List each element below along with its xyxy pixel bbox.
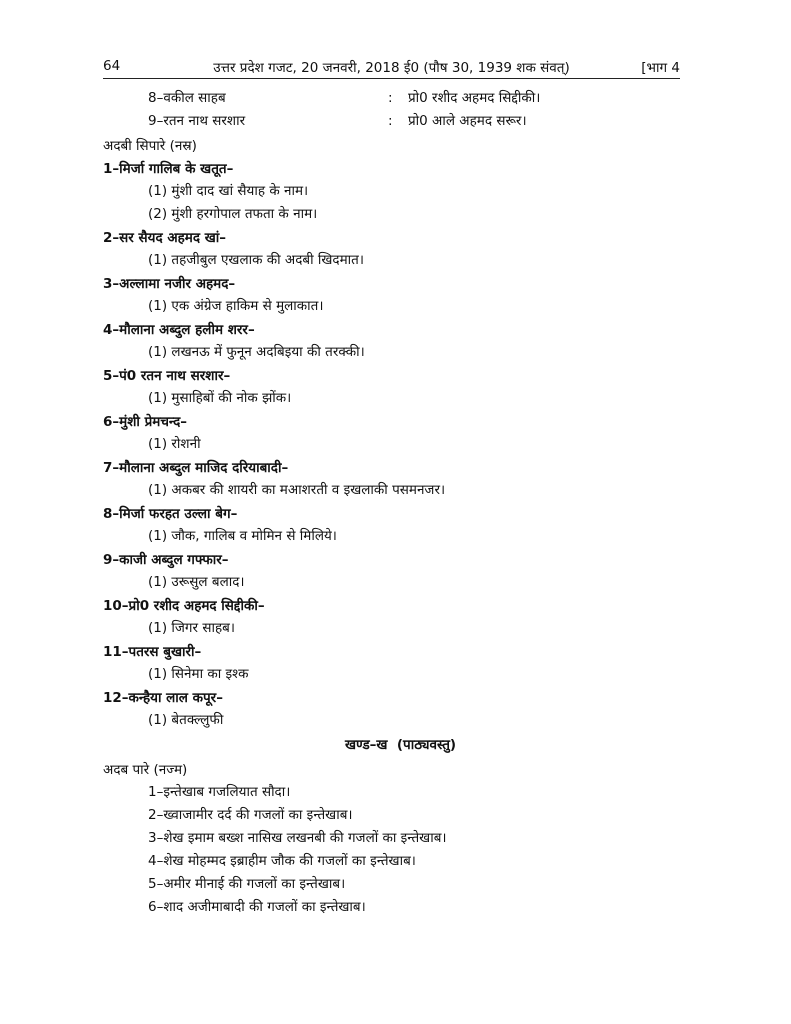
author-heading: 4–मौलाना अब्दुल हलीम शरर– [103,322,255,338]
page-number: 64 [103,58,121,74]
author-heading: 5–पं0 रतन नाथ सरशार– [103,368,231,384]
author-heading: 6–मुंशी प्रेमचन्द– [103,414,188,430]
part-label: [भाग 4 [641,60,680,76]
poetry-item: 1–इन्तेखाब गजलियात सौदा। [148,784,291,800]
author-heading: 12–कन्हैया लाल कपूर– [103,690,223,706]
author-heading: 3–अल्लामा नजीर अहमद– [103,276,236,292]
section-prose-title: अदबी सिपारे (नस्र) [103,138,197,154]
page-header [103,58,680,78]
top-row-sep: : [388,113,393,129]
top-row-right: प्रो0 आले अहमद सरूर। [408,113,527,129]
author-heading: 9–काजी अब्दुल गफ्फार– [103,552,229,568]
section-b-heading: खण्ड–ख (पाठ्यवस्तु) [345,737,457,753]
poetry-item: 4–शेख मोहम्मद इब्राहीम जौक की गजलों का इन्तेखाब। [148,853,416,869]
work-item: (1) लखनऊ में फुनून अदबिइया की तरक्की। [148,344,365,360]
poetry-item: 5–अमीर मीनाई की गजलों का इन्तेखाब। [148,876,346,892]
header-rule [103,78,680,79]
work-item: (1) बेतक्ल्लुफी [148,712,224,728]
author-heading: 10–प्रो0 रशीद अहमद सिद्दीकी– [103,598,265,614]
author-heading: 11–पतरस बुखारी– [103,644,202,660]
work-item: (1) तहजीबुल एखलाक की अदबी खिदमात। [148,252,364,268]
gazette-title: उत्तर प्रदेश गजट, 20 जनवरी, 2018 ई0 (पौष 30, 1939 शक संवत्) [213,60,570,76]
poetry-item: 2–ख्वाजामीर दर्द की गजलों का इन्तेखाब। [148,807,353,823]
work-item: (1) रोशनी [148,436,201,452]
work-item: (1) मुसाहिबों की नोक झोंक। [148,390,292,406]
work-item: (2) मुंशी हरगोपाल तफता के नाम। [148,206,318,222]
top-row-left: 9–रतन नाथ सरशार [148,113,246,129]
work-item: (1) मुंशी दाद खां सैयाह के नाम। [148,183,309,199]
work-item: (1) सिनेमा का इश्क [148,666,249,682]
poetry-item: 3–शेख इमाम बख्श नासिख लखनबी की गजलों का इन्तेखाब। [148,830,447,846]
author-heading: 7–मौलाना अब्दुल माजिद दरियाबादी– [103,460,289,476]
work-item: (1) जिगर साहब। [148,620,235,636]
top-row-sep: : [388,90,393,106]
author-heading: 2–सर सैयद अहमद खां– [103,230,227,246]
top-row-right: प्रो0 रशीद अहमद सिद्दीकी। [408,90,541,106]
top-row-left: 8–वकील साहब [148,90,226,106]
author-heading: 1–मिर्जा गालिब के खतूत– [103,161,234,177]
work-item: (1) अकबर की शायरी का मआशरती व इखलाकी पसमनजर। [148,482,446,498]
poetry-title: अदब पारे (नज्म) [103,762,188,778]
author-heading: 8–मिर्जा फरहत उल्ला बेग– [103,506,238,522]
work-item: (1) जौक, गालिब व मोमिन से मिलिये। [148,528,337,544]
poetry-item: 6–शाद अजीमाबादी की गजलों का इन्तेखाब। [148,899,366,915]
work-item: (1) एक अंग्रेज हाकिम से मुलाकात। [148,298,324,314]
work-item: (1) उरूसुल बलाद। [148,574,245,590]
